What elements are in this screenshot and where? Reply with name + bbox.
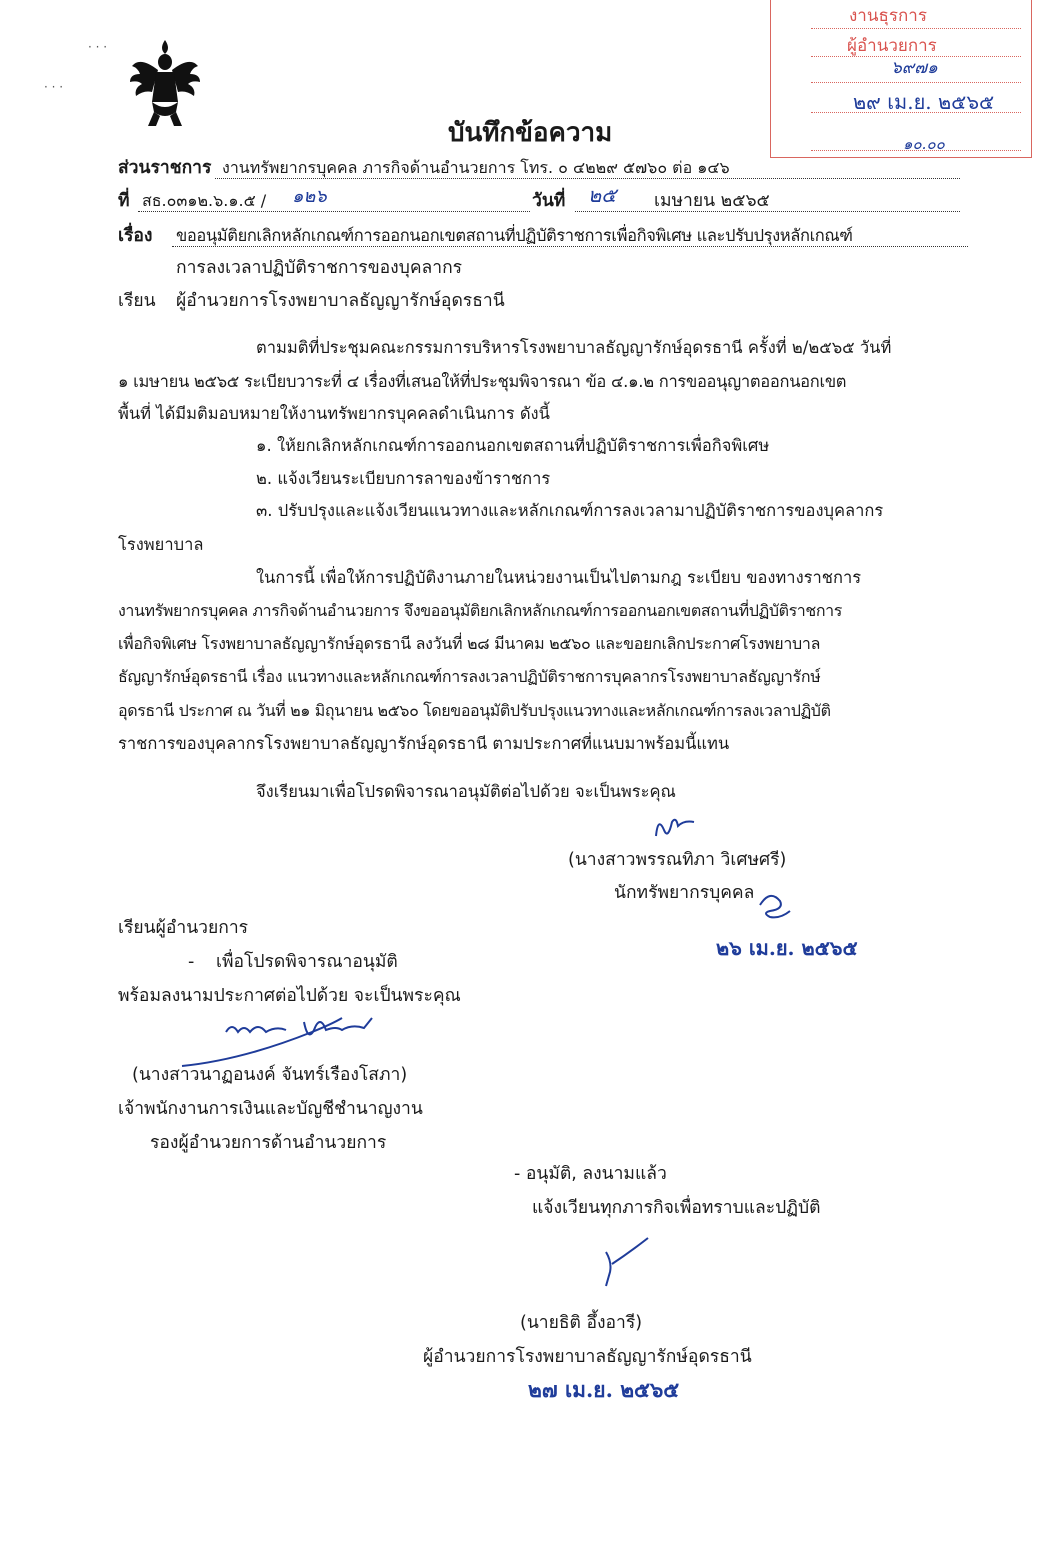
memo2-bullet: - [188, 952, 195, 972]
subject-label: เรื่อง [118, 226, 153, 246]
body-p2-line1: ในการนี้ เพื่อให้การปฏิบัติงานภายในหน่วยงานเป็นไปตามกฎ ระเบียบ ของทางราชการ [256, 568, 862, 587]
memo2-position2: รองผู้อำนวยการด้านอำนวยการ [150, 1133, 387, 1153]
received-stamp [770, 0, 1032, 158]
stamp-date: ๒๙ เม.ย. ๒๕๖๕ [853, 90, 995, 114]
signature-1-icon [650, 812, 710, 842]
body-p2-line6: ราชการของบุคลากรโรงพยาบาลธัญญารักษ์อุดรธานี ตามประกาศที่แนบมาพร้อมนี้แทน [118, 734, 730, 753]
garuda-emblem-icon [128, 38, 202, 130]
ref-label: ที่ [118, 191, 130, 211]
subject-line1: ขออนุมัติยกเลิกหลักเกณฑ์การออกนอกเขตสถานที่ปฏิบัติราชการเพื่อกิจพิเศษ และปรับปรุงหลักเกณฑ์ [176, 226, 853, 245]
body-p2-line2: งานทรัพยากรบุคคล ภารกิจด้านอำนวยการ จึงขออนุมัติยกเลิกหลักเกณฑ์การออกนอกเขตสถานที่ปฏิบัติราชการ [118, 601, 842, 620]
approval-name: (นายธิติ อึ้งอารี) [520, 1313, 643, 1333]
memo2-position1: เจ้าพนักงานการเงินและบัญชีชำนาญงาน [118, 1099, 423, 1119]
approval-line1: - อนุมัติ, ลงนามแล้ว [514, 1164, 667, 1184]
stamp-number: ๖๙๗๑ [891, 58, 938, 78]
signer1-name: (นางสาวพรรณทิภา วิเศษศรี) [568, 850, 787, 870]
agency-label: ส่วนราชการ [118, 158, 212, 178]
stamp-line2: ผู้อำนวยการ [847, 36, 937, 56]
ref-value: สธ.๐๓๑๒.๖.๑.๕ / [142, 191, 267, 210]
body-item3: ๓. ปรับปรุงและแจ้งเวียนแนวทางและหลักเกณฑ์การลงเวลามาปฏิบัติราชการของบุคลากร [256, 501, 884, 520]
body-closing: จึงเรียนมาเพื่อโปรดพิจารณาอนุมัติต่อไปด้วย จะเป็นพระคุณ [256, 782, 676, 801]
memo2-line2: พร้อมลงนามประกาศต่อไปด้วย จะเป็นพระคุณ [118, 986, 461, 1006]
body-item3-cont: โรงพยาบาล [118, 535, 204, 554]
body-item1: ๑. ให้ยกเลิกหลักเกณฑ์การออกนอกเขตสถานที่ปฏิบัติราชการเพื่อกิจพิเศษ [256, 436, 770, 455]
date-day-handwritten: ๒๕ [588, 183, 617, 207]
stamp-time: ๑๐.๐๐ [903, 135, 945, 153]
approval-date-handwritten: ๒๗ เม.ย. ๒๕๖๕ [528, 1377, 680, 1402]
document-title: บันทึกข้อความ [448, 118, 613, 148]
subject-line2: การลงเวลาปฏิบัติราชการของบุคลากร [176, 258, 463, 278]
approval-position: ผู้อำนวยการโรงพยาบาลธัญญารักษ์อุดรธานี [423, 1347, 752, 1367]
scan-speck: · · · [44, 80, 64, 94]
signer1-position: นักทรัพยากรบุคคล [614, 883, 755, 903]
stamp-line1: งานธุรการ [849, 6, 927, 26]
memo2-line1: เพื่อโปรดพิจารณาอนุมัติ [216, 952, 398, 972]
body-p2-line5: อุดรธานี ประกาศ ณ วันที่ ๒๑ มิถุนายน ๒๕๖๐ โดยขออนุมัติปรับปรุงแนวทางและหลักเกณฑ์การลงเวลาปฏิบัติ [118, 701, 831, 720]
ref-handwritten-number: ๑๒๖ [292, 186, 327, 207]
body-p1-line1: ตามมติที่ประชุมคณะกรรมการบริหารโรงพยาบาลธัญญารักษ์อุดรธานี ครั้งที่ ๒/๒๕๖๕ วันที่ [256, 338, 892, 357]
signer1-date-handwritten: ๒๖ เม.ย. ๒๕๖๕ [716, 936, 858, 960]
to-value: ผู้อำนวยการโรงพยาบาลธัญญารักษ์อุดรธานี [176, 291, 505, 311]
agency-value: งานทรัพยากรบุคคล ภารกิจด้านอำนวยการ โทร. ๐ ๔๒๒๙ ๕๗๖๐ ต่อ ๑๔๖ [222, 158, 730, 177]
scan-speck: · · · [88, 40, 108, 54]
memo2-to: เรียนผู้อำนวยการ [118, 918, 249, 938]
body-p1-line3: พื้นที่ ได้มีมติมอบหมายให้งานทรัพยากรบุคคลดำเนินการ ดังนี้ [118, 404, 550, 423]
signature-1-initial-icon [752, 885, 792, 925]
signature-3-icon [592, 1234, 662, 1294]
memo2-name: (นางสาวนาฏอนงค์ จันทร์เรืองโสภา) [132, 1065, 408, 1085]
body-p1-line2: ๑ เมษายน ๒๕๖๕ ระเบียบวาระที่ ๔ เรื่องที่เสนอให้ที่ประชุมพิจารณา ข้อ ๔.๑.๒ การขออนุญาตออกนอกเขต [118, 372, 847, 391]
body-p2-line3: เพื่อกิจพิเศษ โรงพยาบาลธัญญารักษ์อุดรธานี ลงวันที่ ๒๘ มีนาคม ๒๕๖๐ และขอยกเลิกประกาศโรงพยาบาล [118, 634, 821, 653]
date-value: เมษายน ๒๕๖๕ [654, 191, 770, 211]
body-p2-line4: ธัญญารักษ์อุดรธานี เรื่อง แนวทางและหลักเกณฑ์การลงเวลาปฏิบัติราชการบุคลากรโรงพยาบาลธัญญารักษ์ [118, 667, 821, 686]
to-label: เรียน [118, 291, 156, 311]
date-label: วันที่ [532, 191, 566, 211]
approval-line2: แจ้งเวียนทุกภารกิจเพื่อทราบและปฏิบัติ [532, 1198, 821, 1218]
body-item2: ๒. แจ้งเวียนระเบียบการลาของข้าราชการ [256, 469, 551, 488]
